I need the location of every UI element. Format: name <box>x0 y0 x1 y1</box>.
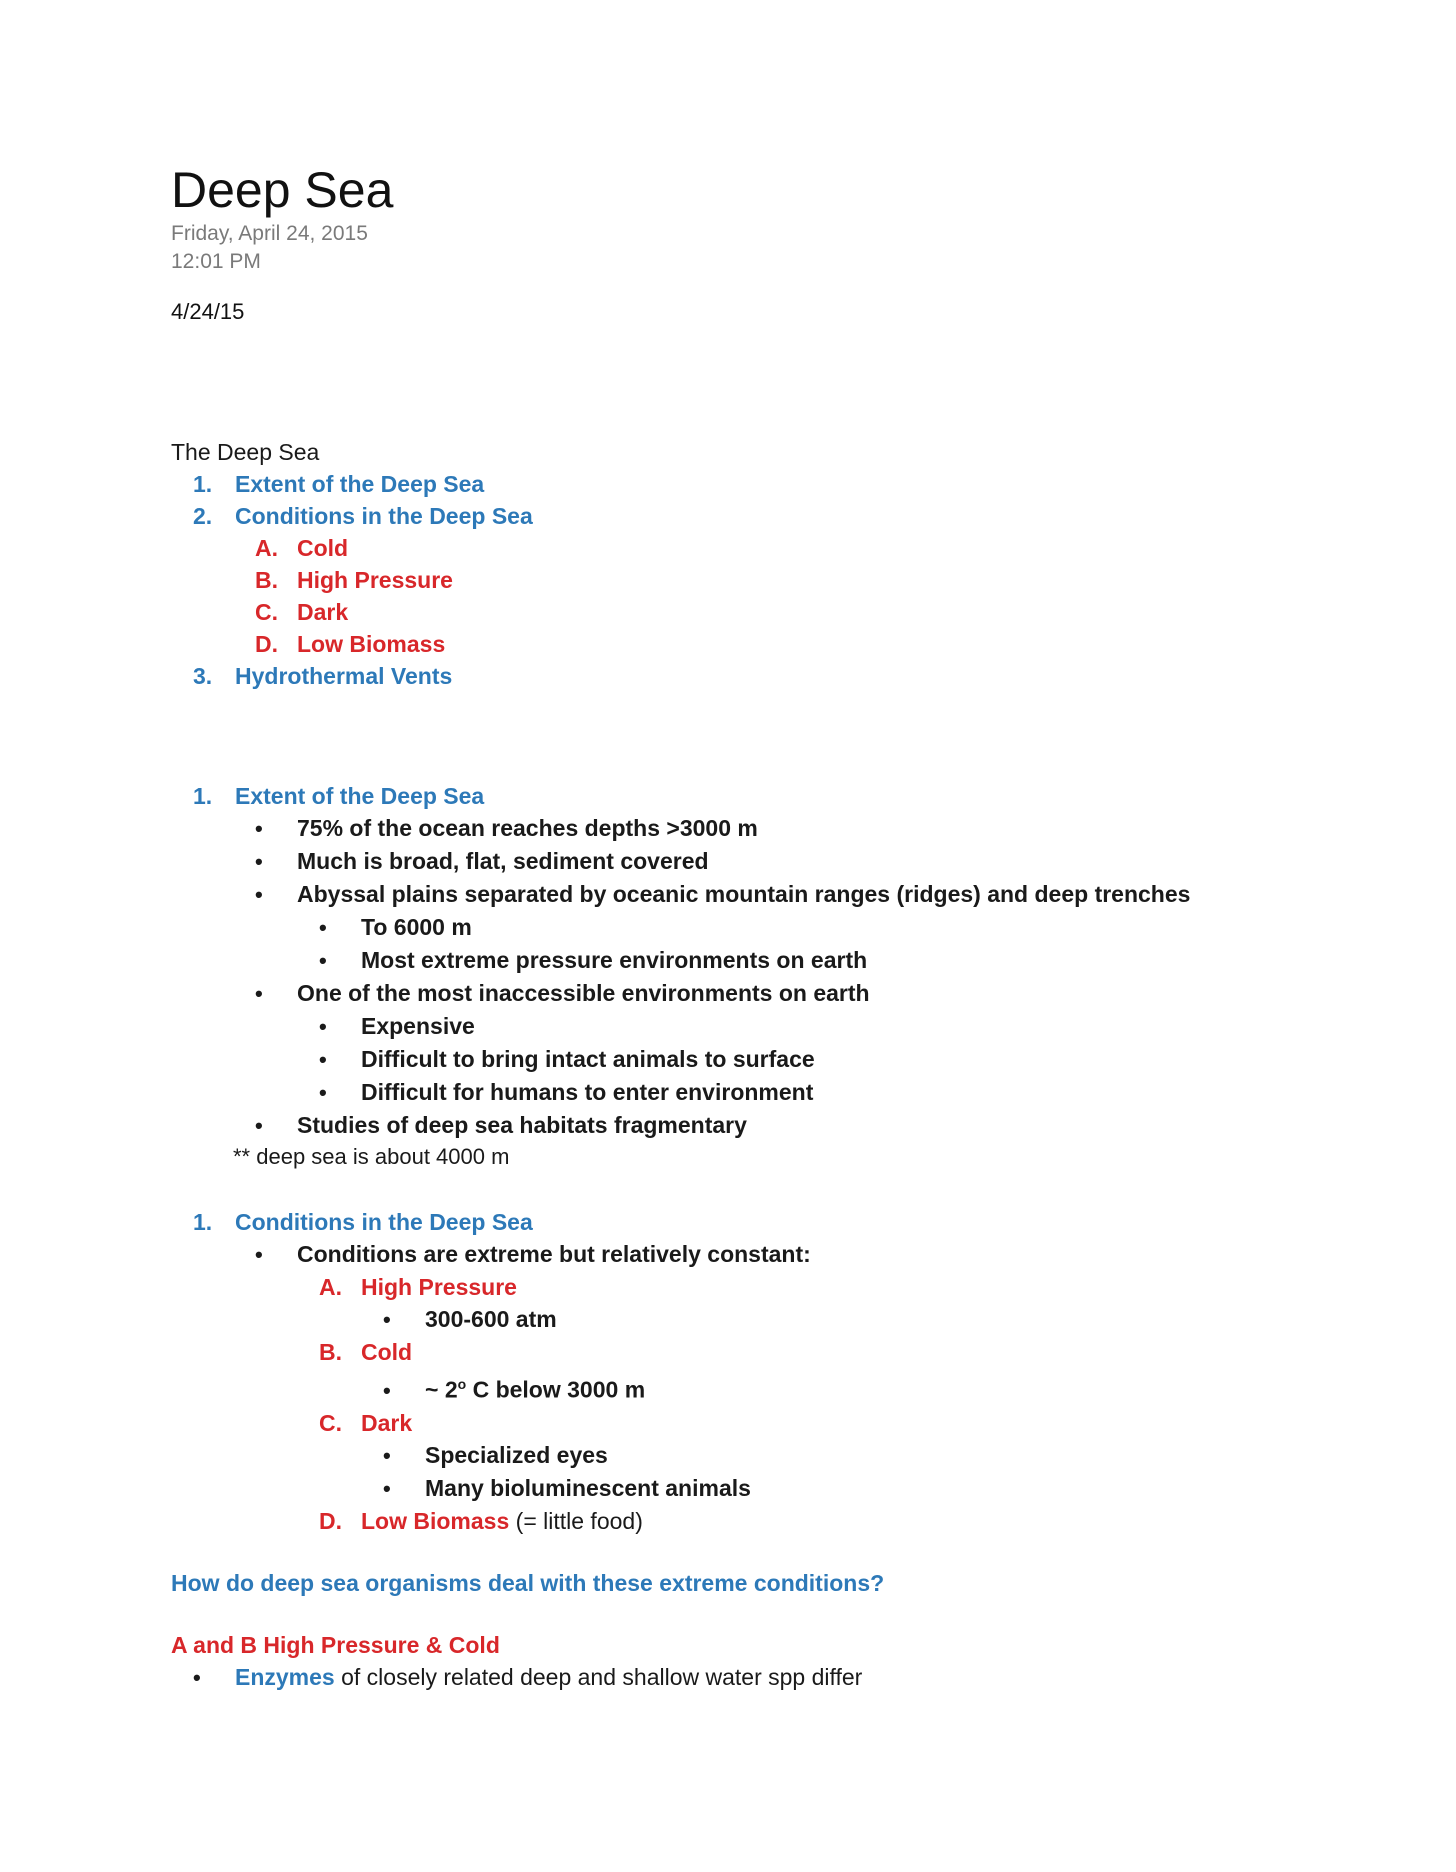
conditions-heading: 1. Conditions in the Deep Sea <box>193 1209 533 1235</box>
condition-item: D. Low Biomass (= little food) <box>319 1507 643 1534</box>
list-item: • Conditions are extreme but relatively constant: <box>255 1241 811 1267</box>
outline-subitem: D. Low Biomass <box>255 631 446 657</box>
condition-item: B. Cold <box>319 1339 413 1365</box>
list-item: • Specialized eyes <box>383 1441 608 1468</box>
list-item: • Difficult to bring intact animals to surface <box>319 1046 815 1072</box>
page-time: 12:01 PM <box>171 250 261 273</box>
ab-heading: A and B High Pressure & Cold <box>171 1631 500 1658</box>
note-page <box>171 160 1371 1694</box>
list-item: • Studies of deep sea habitats fragmentary <box>255 1112 747 1138</box>
list-item: • Many bioluminescent animals <box>383 1474 751 1501</box>
condition-item: A. High Pressure <box>319 1274 517 1300</box>
list-item: • 300-600 atm <box>383 1306 557 1332</box>
list-item: • Much is broad, flat, sediment covered <box>255 848 709 874</box>
outline-subitem: C. Dark <box>255 599 349 625</box>
list-item: • One of the most inaccessible environments on earth <box>255 980 870 1006</box>
question-heading: How do deep sea organisms deal with these extreme conditions? <box>171 1569 885 1596</box>
outline-subitem: B. High Pressure <box>255 567 453 593</box>
outline-item: 2. Conditions in the Deep Sea <box>193 503 533 529</box>
list-item: • To 6000 m <box>319 914 472 940</box>
page-date: Friday, April 24, 2015 <box>171 222 368 245</box>
depth-note: ** deep sea is about 4000 m <box>233 1144 510 1169</box>
list-item: • Difficult for humans to enter environment <box>319 1079 814 1105</box>
extent-heading: 1. Extent of the Deep Sea <box>193 783 485 809</box>
list-item: • Most extreme pressure environments on earth <box>319 947 868 973</box>
condition-item: C. Dark <box>319 1409 413 1436</box>
list-item: • 75% of the ocean reaches depths >3000 m <box>255 815 758 841</box>
outline-item: 3. Hydrothermal Vents <box>193 663 453 689</box>
outline-item: 1. Extent of the Deep Sea <box>193 471 485 497</box>
list-item: • Enzymes of closely related deep and shallow water spp differ <box>193 1663 863 1690</box>
outline-heading: The Deep Sea <box>171 439 320 465</box>
list-item: • Abyssal plains separated by oceanic mountain ranges (ridges) and deep trenches <box>255 881 1191 907</box>
outline-subitem: A. Cold <box>255 535 349 561</box>
page-title: Deep Sea <box>171 162 394 218</box>
list-item: • ~ 2$^o$ C below 3000 m <box>383 1376 646 1403</box>
list-item: • Expensive <box>319 1013 475 1039</box>
date-note: 4/24/15 <box>171 299 245 324</box>
